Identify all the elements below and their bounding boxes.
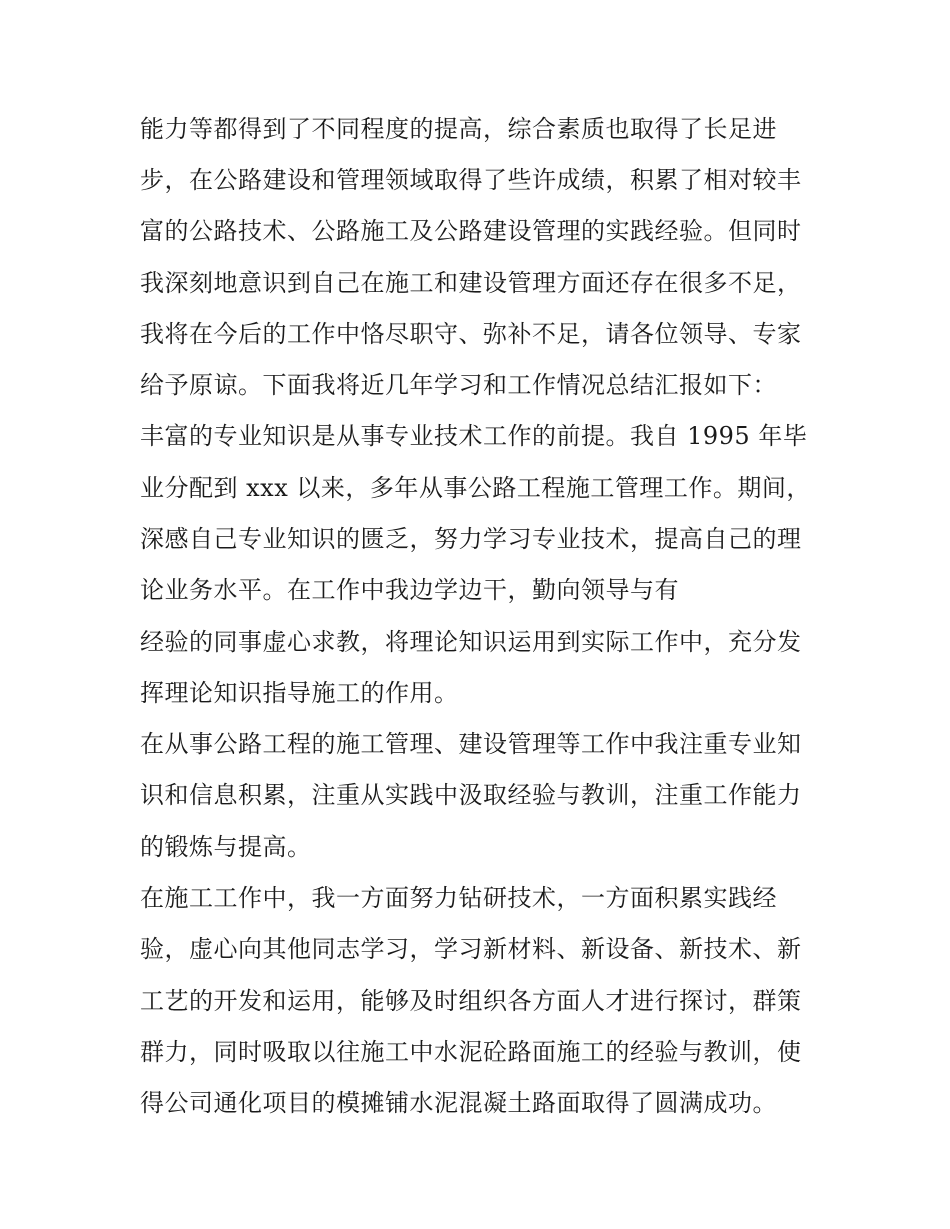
text-line: 富的公路技术、公路施工及公路建设管理的实践经验。但同时 xyxy=(140,217,802,245)
text-line: 挥理论知识指导施工的作用。 xyxy=(140,679,459,707)
text-line: 我深刻地意识到自己在施工和建设管理方面还存在很多不足， xyxy=(140,269,802,297)
text-line: 论业务水平。在工作中我边学边干，勤向领导与有 xyxy=(140,576,679,604)
text-line: 在施工工作中，我一方面努力钻研技术，一方面积累实践经 xyxy=(140,884,777,912)
text-line: 深感自己专业知识的匮乏，努力学习专业技术，提高自己的理 xyxy=(140,525,802,553)
text-line: 得公司通化项目的模摊铺水泥混凝土路面取得了圆满成功。 xyxy=(140,1089,777,1117)
text-line: 的锻炼与提高。 xyxy=(140,833,312,861)
text-line: 业分配到 xxx 以来，多年从事公路工程施工管理工作。期间， xyxy=(140,474,811,502)
text-line: 给予原谅。下面我将近几年学习和工作情况总结汇报如下： xyxy=(140,371,777,399)
text-line: 能力等都得到了不同程度的提高，综合素质也取得了长足进 xyxy=(140,115,777,143)
text-line: 步，在公路建设和管理领域取得了些许成绩，积累了相对较丰 xyxy=(140,166,802,194)
text-line: 经验的同事虚心求教，将理论知识运用到实际工作中，充分发 xyxy=(140,628,802,656)
text-line: 群力，同时吸取以往施工中水泥砼路面施工的经验与教训，使 xyxy=(140,1038,802,1066)
text-line: 我将在今后的工作中恪尽职守、弥补不足，请各位领导、专家 xyxy=(140,320,802,348)
text-line: 工艺的开发和运用，能够及时组织各方面人才进行探讨，群策 xyxy=(140,987,802,1015)
text-line: 验，虚心向其他同志学习，学习新材料、新设备、新技术、新 xyxy=(140,935,802,963)
text-line: 丰富的专业知识是从事专业技术工作的前提。我自 1995 年毕 xyxy=(140,422,808,450)
text-line: 识和信息积累，注重从实践中汲取经验与教训，注重工作能力 xyxy=(140,781,802,809)
text-line: 在从事公路工程的施工管理、建设管理等工作中我注重专业知 xyxy=(140,730,802,758)
